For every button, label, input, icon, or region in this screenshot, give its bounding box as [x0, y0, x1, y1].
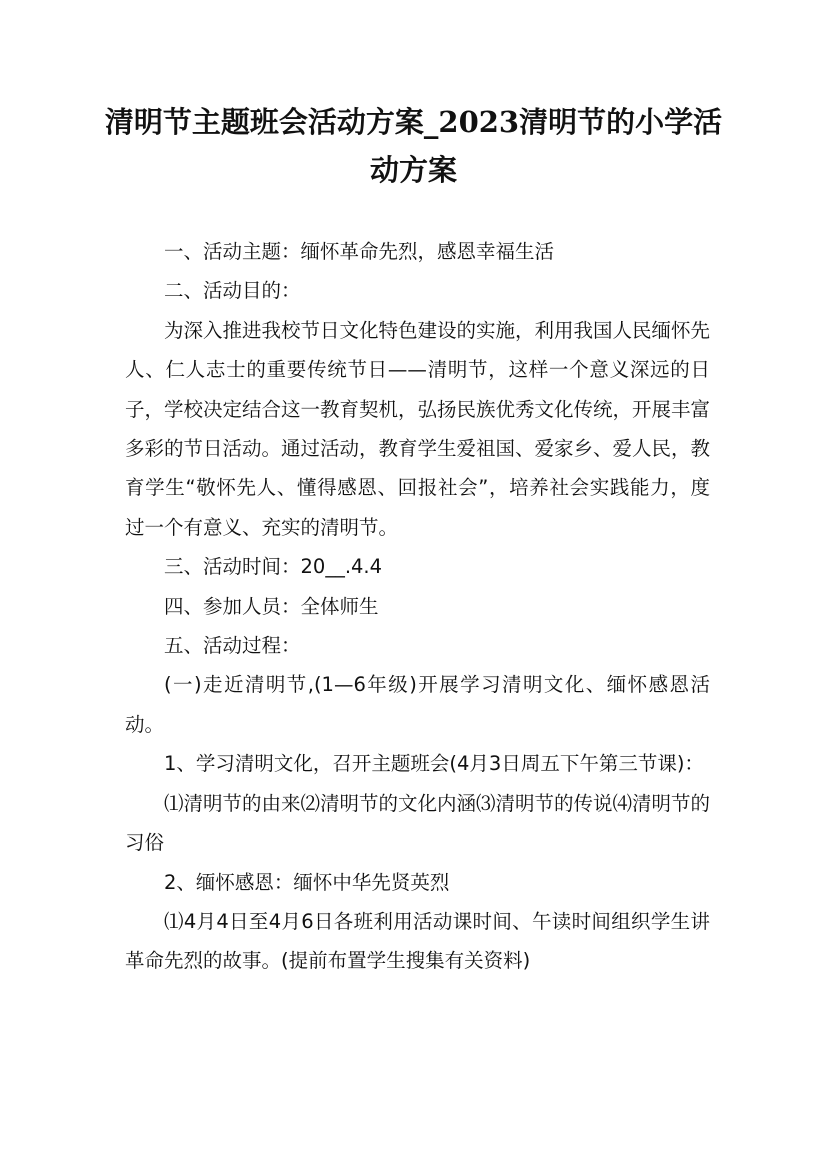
paragraph-process-heading: 五、活动过程： [164, 634, 301, 658]
paragraph-item-one: 1、学习清明文化，召开主题班会(4月3日周五下午第三节课)： [164, 752, 704, 776]
paragraph-theme: 一、活动主题：缅怀革命先烈，感恩幸福生活 [164, 240, 555, 263]
paragraph-purpose-heading: 二、活动目的： [164, 279, 301, 303]
document-title: 清明节主题班会活动方案_2023清明节的小学活动方案 [104, 105, 723, 187]
paragraph-item-two: 2、缅怀感恩：缅怀中华先贤英烈 [164, 870, 450, 894]
paragraph-time: 三、活动时间：20__.4.4 [164, 555, 383, 579]
paragraph-story-activity: ⑴4月4日至4月6日各班利用活动课时间、午读时间组织学生讲革命先烈的故事。(提前布置学生搜集有关资料) [125, 909, 710, 973]
document-body [125, 232, 710, 981]
paragraph-participants: 四、参加人员：全体师生 [164, 594, 379, 618]
paragraph-purpose-text: 为深入推进我校节日文化特色建设的实施，利用我国人民缅怀先人、仁人志士的重要传统节日——清明节，这样一个意义深远的日子，学校决定结合这一教育契机，弘扬民族优秀文化传统，开展丰富多彩的节日活动。通过活动，教育学生爱祖国、爱家乡、爱人民，教育学生“敬怀先人、懂得感恩、回报社会”，培养社会实践能力，度过一个有意义、充实的清明节。 [125, 318, 711, 539]
paragraph-section-one: (一)走近清明节,(1—6年级)开展学习清明文化、缅怀感恩活动。 [125, 673, 710, 736]
paragraph-topics: ⑴清明节的由来⑵清明节的文化内涵⑶清明节的传说⑷清明节的习俗 [125, 791, 711, 855]
